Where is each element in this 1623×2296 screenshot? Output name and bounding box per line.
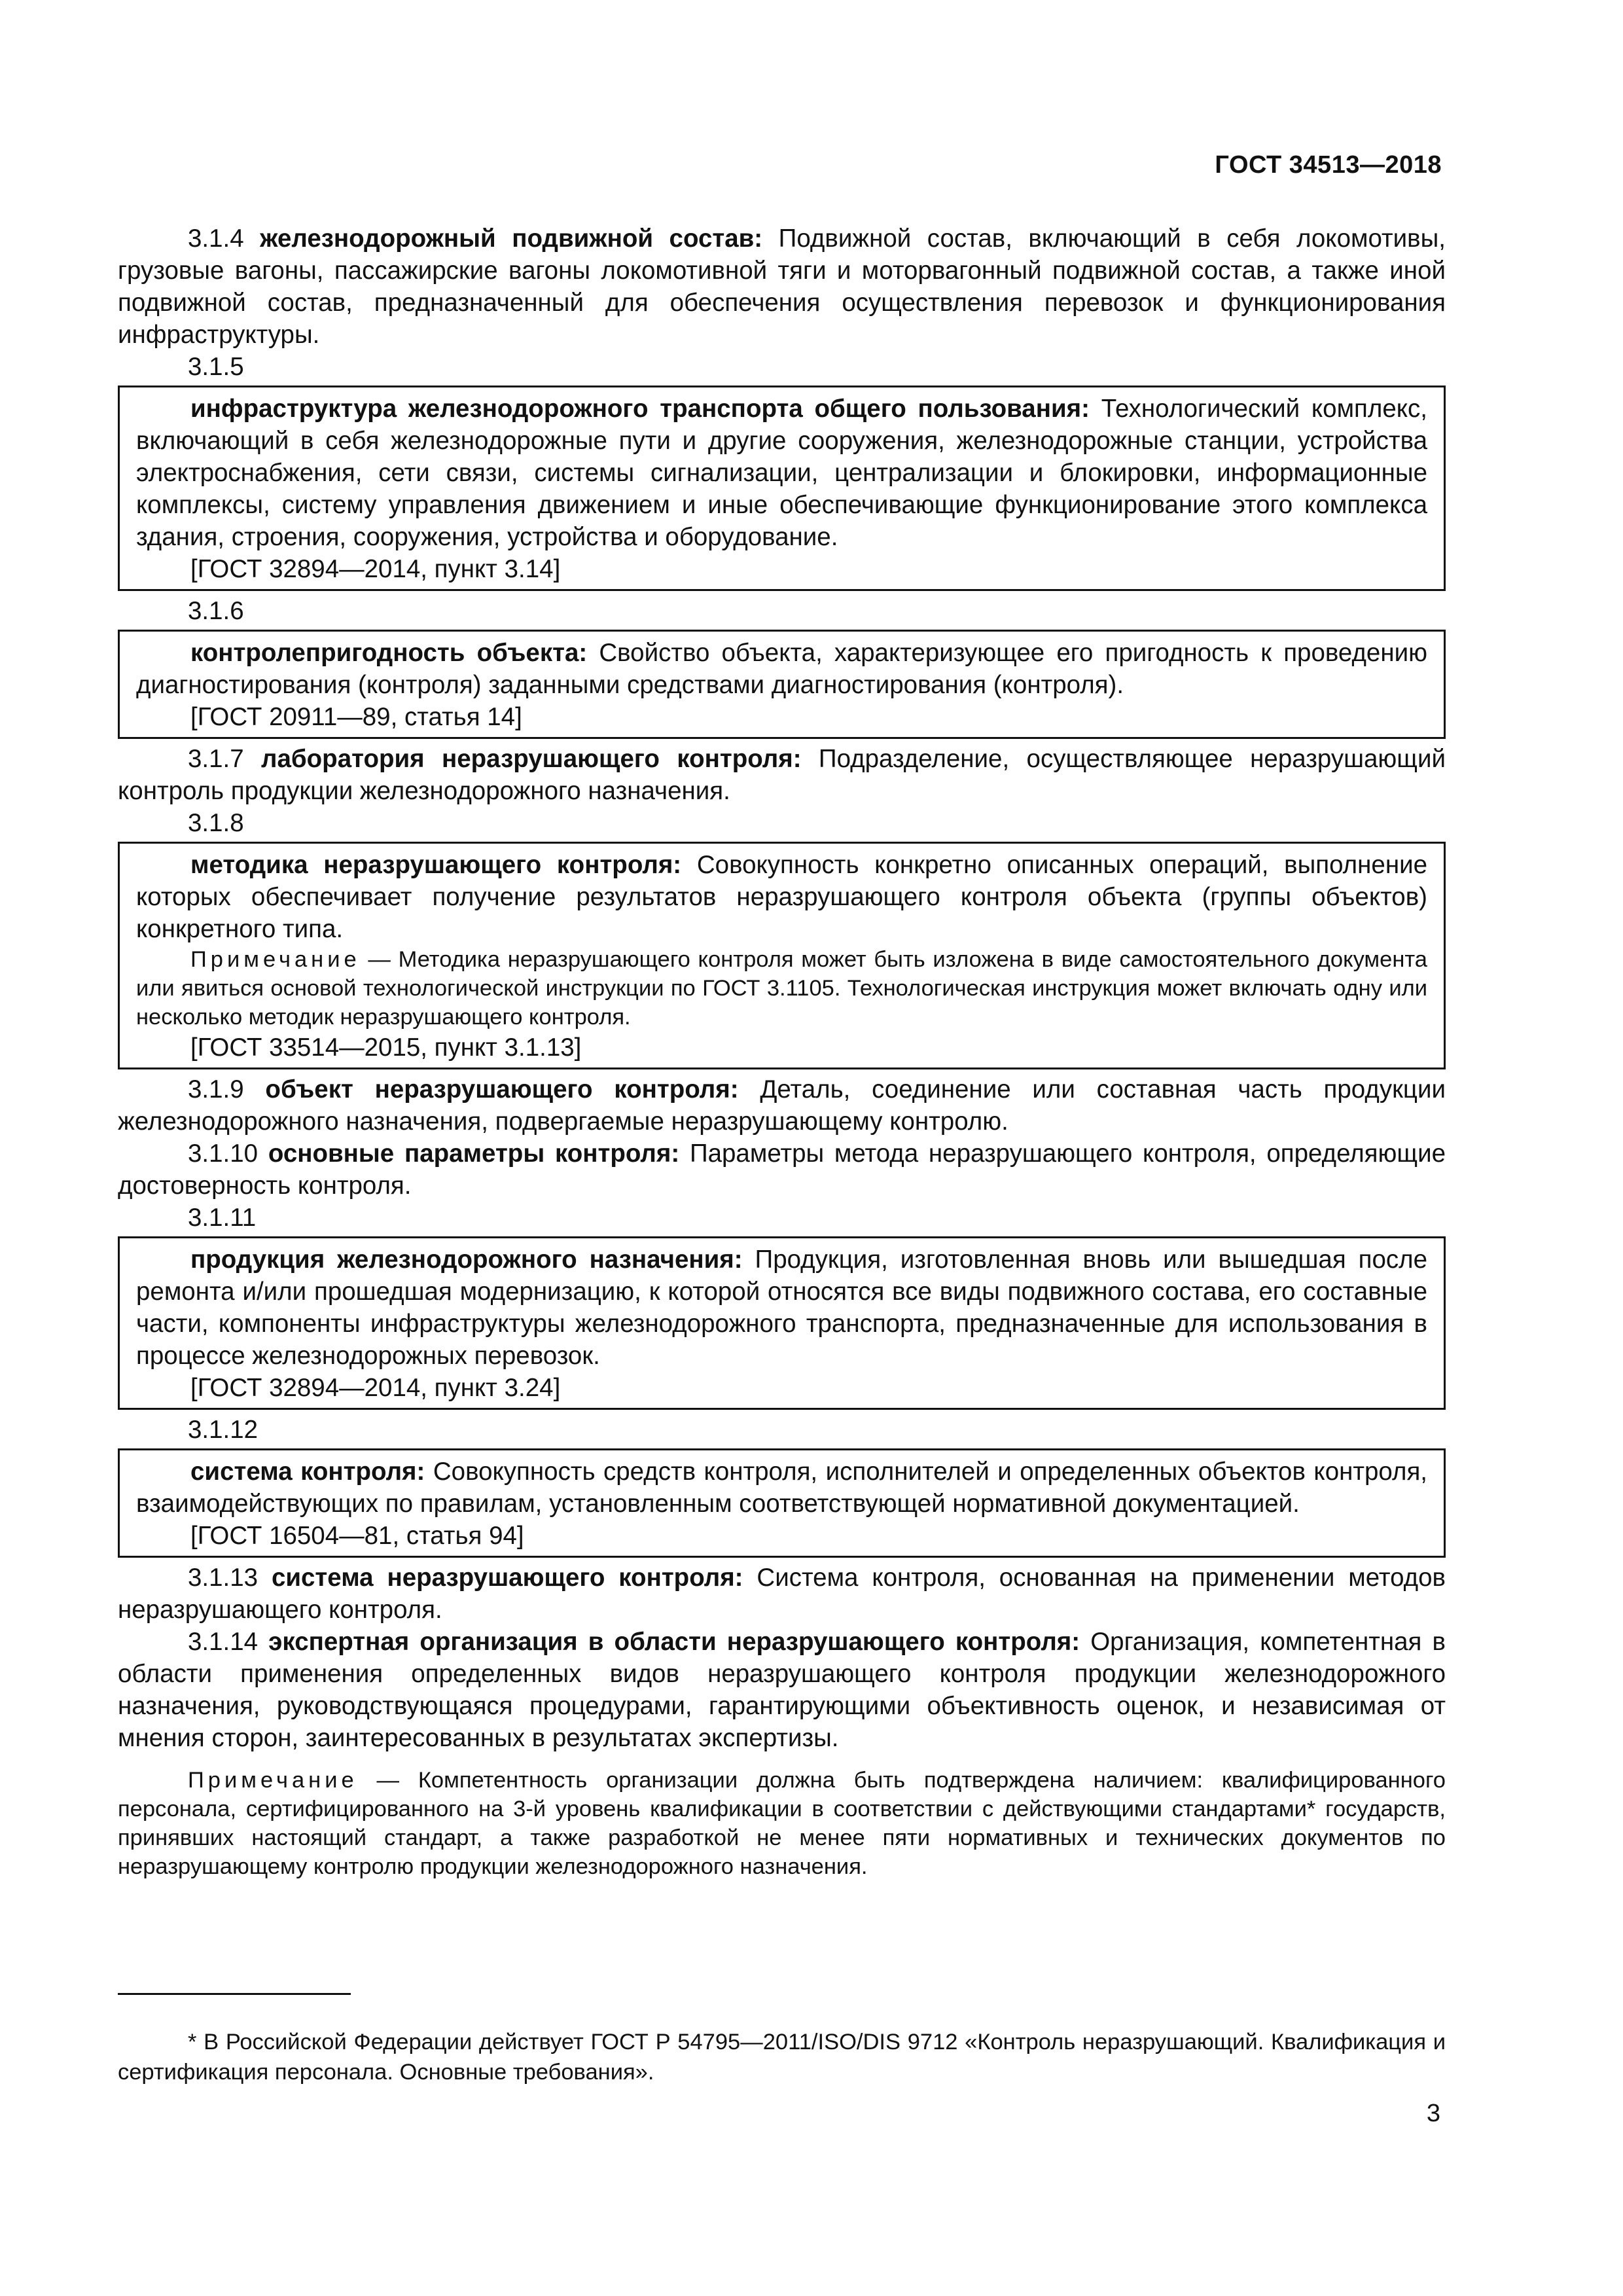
term-entry-3-1-13	[118, 1562, 1446, 1626]
term-name: инфраструктура железнодорожного транспорта общего пользования:	[190, 395, 1090, 423]
term-definition: Совокупность средств контроля, исполнителей и определенных объектов контроля, взаимодействующих по правилам, установленным соответствующей нормативной документацией.	[136, 1458, 1428, 1518]
term-name: система неразрушающего контроля:	[271, 1564, 743, 1592]
note-text: — Методика неразрушающего контроля может быть изложена в виде самостоятельного документа или явиться основой технологической инструкции по ГОСТ 3.1105. Технологическая инструкция может включать одну или несколько методик неразрушающего контроля.	[136, 947, 1427, 1030]
term-definition: Продукция, изготовленная вновь или вышедшая после ремонта и/или прошедшая модернизацию, к которой относятся все виды подвижного состава, его составные части, компоненты инфраструктуры железнодорожного транспорта, предназначенные для использования в процессе железнодорожных перевозок.	[136, 1246, 1428, 1370]
term-source: [ГОСТ 16504—81, статья 94]	[190, 1522, 524, 1550]
term-name: лаборатория неразрушающего контроля:	[261, 745, 802, 773]
term-box-3-1-11	[118, 1236, 1446, 1410]
term-definition: Параметры метода неразрушающего контроля, определяющие достоверность контроля.	[118, 1139, 1446, 1200]
term-name: система контроля:	[190, 1458, 425, 1486]
term-box-3-1-8	[118, 842, 1446, 1069]
term-number: 3.1.12	[188, 1416, 259, 1444]
term-definition: Совокупность конкретно описанных операций, выполнение которых обеспечивает получение результатов неразрушающего контроля объекта (группы объектов) конкретного типа.	[136, 851, 1427, 943]
note-text: — Компетентность организации должна быть подтверждена наличием: квалифицированного персонала, сертифицированного на 3-й уровень квалификации в соответствии с действующими стандартами* государств, принявших настоящий стандарт, а также разработкой не менее пяти нормативных и технических документов по неразрушающему контролю продукции железнодорожного назначения.	[118, 1768, 1446, 1879]
footnote-divider	[118, 1993, 351, 1995]
term-box-3-1-12	[118, 1448, 1446, 1558]
term-name: железнодорожный подвижной состав:	[260, 224, 763, 253]
term-definition: Организация, компетентная в области применения определенных видов неразрушающего контроля продукции железнодорожного назначения, руководствующаяся процедурами, гарантирующими объективность оценок, и независимая от мнения сторон, заинтересованных в результатах экспертизы.	[118, 1628, 1446, 1752]
term-number: 3.1.9	[188, 1075, 244, 1103]
note-label: Примечание	[188, 1768, 358, 1793]
footnote	[118, 2027, 1446, 2087]
term-name: основные параметры контроля:	[268, 1139, 680, 1168]
term-entry-3-1-7	[118, 743, 1446, 807]
footnote-text: В Российской Федерации действует ГОСТ Р 54795—2011/ISO/DIS 9712 «Контроль неразрушающий. Квалификация и сертификация персонала. Основные требования».	[118, 2029, 1446, 2085]
term-source: [ГОСТ 32894—2014, пункт 3.14]	[190, 555, 561, 583]
term-number: 3.1.11	[188, 1204, 257, 1232]
term-name: контролепригодность объекта:	[190, 639, 588, 667]
term-definition: Подвижной состав, включающий в себя локомотивы, грузовые вагоны, пассажирские вагоны локомотивной тяги и моторвагонный подвижной состав, а также иной подвижной состав, предназначенный для обеспечения осуществления перевозок и функционирования инфраструктуры.	[118, 224, 1446, 349]
term-name: экспертная организация в области неразрушающего контроля:	[268, 1628, 1080, 1656]
term-number: 3.1.5	[188, 353, 244, 381]
term-note	[136, 945, 1427, 1031]
term-definition: Технологический комплекс, включающий в себя железнодорожные пути и другие сооружения, железнодорожные станции, устройства электроснабжения, сети связи, системы сигнализации, централизации и блокировки, информационные комплексы, систему управления движением и иные обеспечивающие функционирование этого комплекса здания, строения, сооружения, устройства и оборудование.	[136, 395, 1428, 551]
term-definition: Деталь, соединение или составная часть продукции железнодорожного назначения, подвергаемые неразрушающему контролю.	[118, 1075, 1446, 1136]
term-definition: Система контроля, основанная на применении методов неразрушающего контроля.	[118, 1564, 1446, 1624]
term-number: 3.1.7	[188, 745, 244, 773]
term-entry-3-1-14	[118, 1626, 1446, 1754]
note-label: Примечание	[190, 947, 361, 972]
term-name: методика неразрушающего контроля:	[190, 851, 682, 879]
terms-section	[118, 223, 1446, 1881]
page-number: 3	[1426, 2100, 1440, 2127]
term-box-3-1-5	[118, 386, 1446, 591]
term-entry-3-1-9	[118, 1073, 1446, 1138]
term-source: [ГОСТ 33514—2015, пункт 3.1.13]	[190, 1033, 582, 1062]
term-definition: Свойство объекта, характеризующее его пригодность к проведению диагностирования (контроля) заданными средствами диагностирования (контроля).	[136, 639, 1427, 699]
term-box-3-1-6	[118, 630, 1446, 739]
term-definition: Подразделение, осуществляющее неразрушающий контроль продукции железнодорожного назначения.	[118, 745, 1446, 805]
term-name: объект неразрушающего контроля:	[265, 1075, 739, 1103]
term-name: продукция железнодорожного назначения:	[190, 1246, 743, 1274]
term-entry-3-1-10	[118, 1138, 1446, 1202]
document-code-header: ГОСТ 34513—2018	[1215, 151, 1442, 179]
term-note	[118, 1766, 1446, 1881]
term-number: 3.1.14	[188, 1628, 259, 1656]
term-number: 3.1.13	[188, 1564, 259, 1592]
term-number: 3.1.6	[188, 597, 244, 625]
term-entry-3-1-4	[118, 223, 1446, 351]
term-number: 3.1.10	[188, 1139, 259, 1168]
term-number: 3.1.8	[188, 809, 244, 837]
term-source: [ГОСТ 32894—2014, пункт 3.24]	[190, 1374, 561, 1402]
footnote-mark: *	[188, 2029, 197, 2054]
term-source: [ГОСТ 20911—89, статья 14]	[190, 703, 522, 731]
term-number: 3.1.4	[188, 224, 244, 253]
